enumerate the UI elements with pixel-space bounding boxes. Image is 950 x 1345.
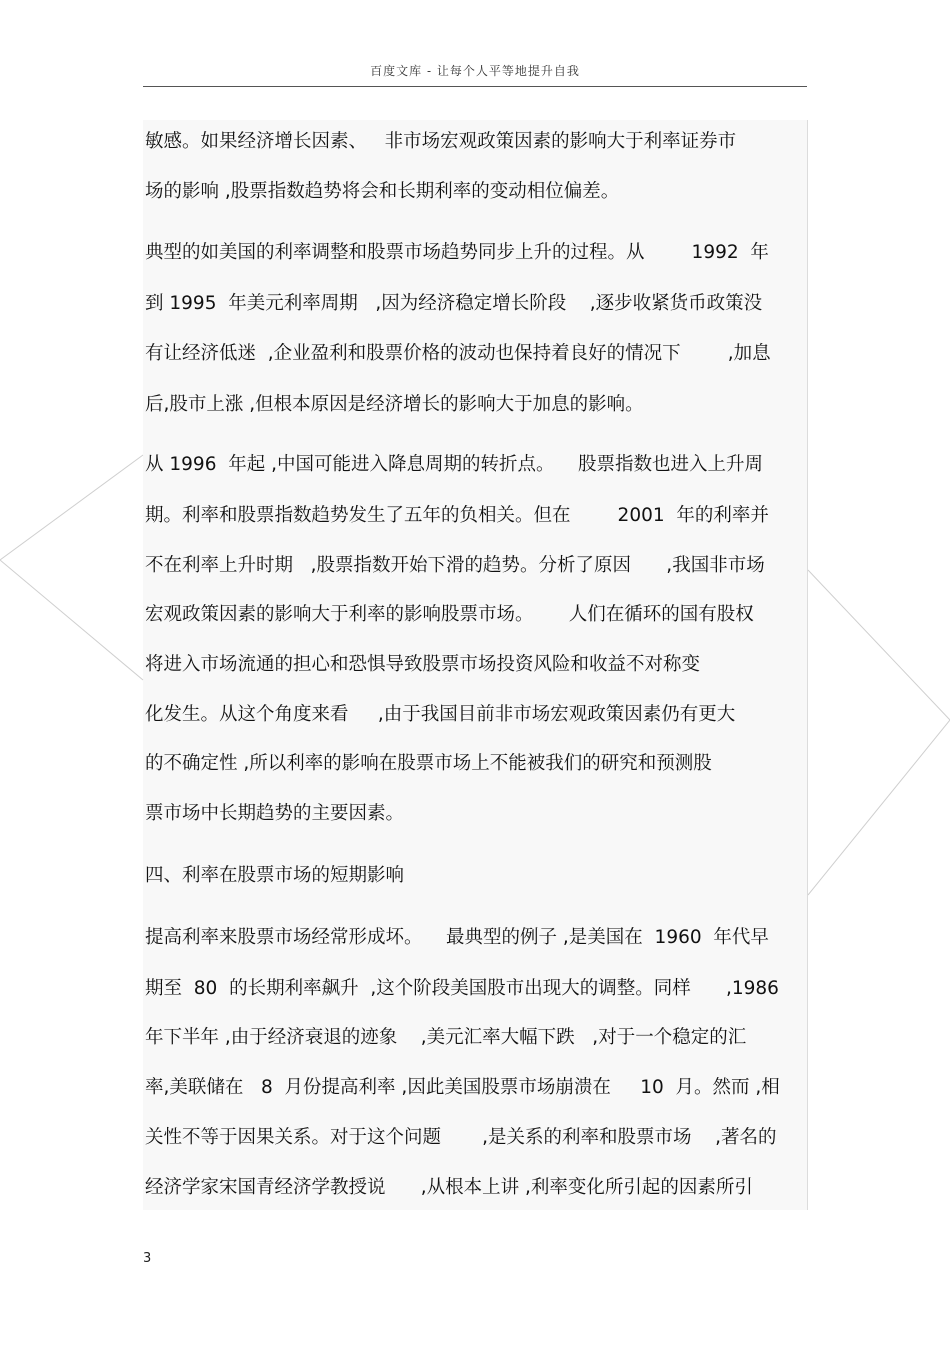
left-watermark-line [0, 455, 143, 680]
header-rule [143, 86, 807, 87]
text-line: 从 1996 年起 ,中国可能进入降息周期的转折点。 股票指数也进入上升周 [145, 454, 764, 475]
text-line: 有让经济低迷 ,企业盈利和股票价格的波动也保持着良好的情况下 ,加息 [145, 343, 771, 364]
text-line: 场的影响 ,股票指数趋势将会和长期利率的变动相位偏差。 [145, 181, 620, 202]
text-line: 期。利率和股票指数趋势发生了五年的负相关。但在 2001 年的利率并 [145, 505, 769, 526]
text-line: 的不确定性 ,所以利率的影响在股票市场上不能被我们的研究和预测股 [145, 753, 712, 774]
text-line: 不在利率上升时期 ,股票指数开始下滑的趋势。分析了原因 ,我国非市场 [145, 555, 765, 576]
text-line: 期至 80 的长期利率飙升 ,这个阶段美国股市出现大的调整。同样 ,1986 [145, 978, 779, 999]
panel-edge [807, 120, 808, 1210]
text-line: 经济学家宋国青经济学教授说 ,从根本上讲 ,利率变化所引起的因素所引 [145, 1177, 753, 1198]
text-line: 敏感。如果经济增长因素、 非市场宏观政策因素的影响大于利率证券市 [145, 131, 737, 152]
text-line: 关性不等于因果关系。对于这个问题 ,是关系的利率和股票市场 ,著名的 [145, 1127, 777, 1148]
text-line: 率,美联储在 8 月份提高利率 ,因此美国股票市场崩溃在 10 月。然而 ,相 [145, 1077, 780, 1098]
page-header: 百度文库 - 让每个人平等地提升自我 [370, 64, 580, 78]
right-watermark-line [808, 570, 950, 895]
text-line: 到 1995 年美元利率周期 ,因为经济稳定增长阶段 ,逐步收紧货币政策没 [145, 293, 763, 314]
text-line: 典型的如美国的利率调整和股票市场趋势同步上升的过程。从 1992 年 [145, 242, 769, 263]
text-line: 后,股市上涨 ,但根本原因是经济增长的影响大于加息的影响。 [145, 394, 644, 415]
page-number: 3 [143, 1251, 152, 1266]
section-heading: 四、利率在股票市场的短期影响 [145, 865, 405, 886]
text-line: 化发生。从这个角度来看 ,由于我国目前非市场宏观政策因素仍有更大 [145, 704, 736, 725]
text-line: 提高利率来股票市场经常形成坏。 最典型的例子 ,是美国在 1960 年代早 [145, 927, 769, 948]
text-line: 将进入市场流通的担心和恐惧导致股票市场投资风险和收益不对称变 [145, 654, 701, 675]
text-line: 年下半年 ,由于经济衰退的迹象 ,美元汇率大幅下跌 ,对于一个稳定的汇 [145, 1027, 747, 1048]
text-line: 票市场中长期趋势的主要因素。 [145, 803, 405, 824]
text-line: 宏观政策因素的影响大于利率的影响股票市场。 人们在循环的国有股权 [145, 604, 754, 625]
